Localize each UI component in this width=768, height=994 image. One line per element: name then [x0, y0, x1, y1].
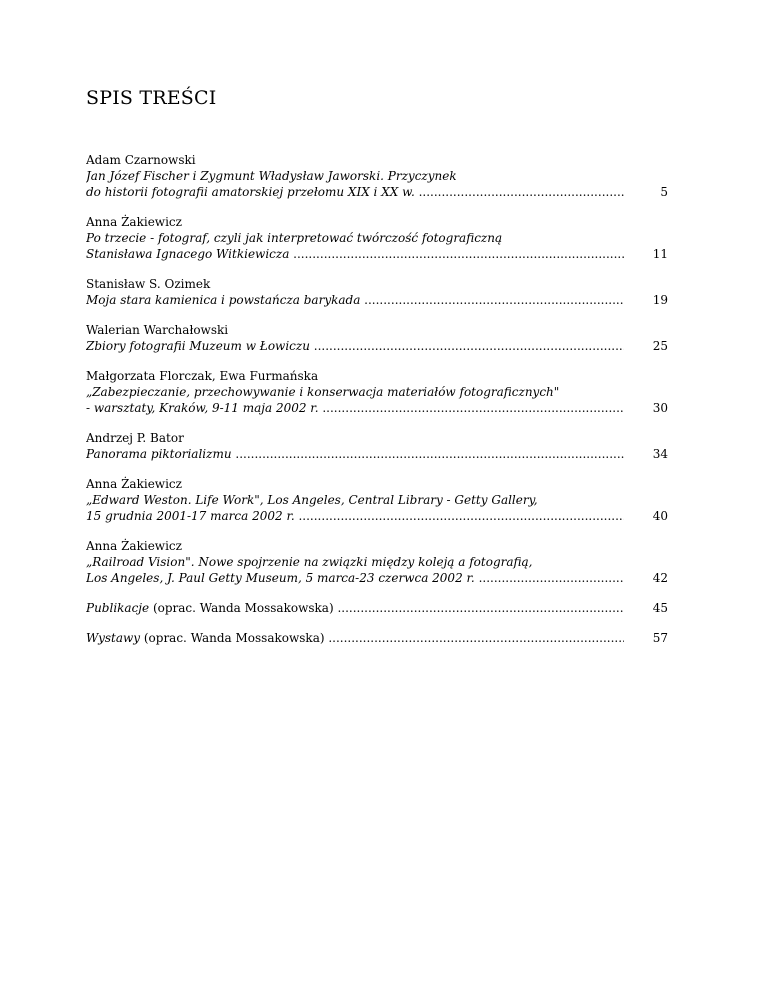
- section-page-number: 57: [652, 631, 668, 645]
- entry-title-line: Panorama piktorializmu .....: [86, 447, 624, 461]
- entry-author: Anna Żakiewicz: [86, 477, 182, 491]
- entry-author: Stanisław S. Ozimek: [86, 277, 211, 291]
- entry-page-number: 11: [652, 247, 668, 261]
- entry-page-number: 25: [652, 339, 668, 353]
- toc-entry[interactable]: [86, 538, 676, 586]
- entry-title-line: Los Angeles, J. Paul Getty Museum, 5 marca-23 czerwca 2002 r. .....: [86, 571, 624, 585]
- entry-author: Anna Żakiewicz: [86, 539, 182, 553]
- entry-title-line: „Edward Weston. Life Work", Los Angeles, Central Library - Getty Gallery,: [86, 493, 538, 507]
- entry-title-line: - warsztaty, Kraków, 9-11 maja 2002 r. .....: [86, 401, 624, 415]
- toc-section-publications[interactable]: [86, 600, 676, 616]
- entry-title-line: Zbiory fotografii Muzeum w Łowiczu .....: [86, 339, 624, 353]
- section-page-number: 45: [652, 601, 668, 615]
- toc-entry[interactable]: [86, 430, 676, 462]
- page-title: SPIS TREŚCI: [86, 87, 217, 109]
- entry-author: Anna Żakiewicz: [86, 215, 182, 229]
- toc-entry[interactable]: [86, 276, 676, 308]
- table-of-contents: [86, 152, 676, 660]
- entry-title-line: Stanisława Ignacego Witkiewicza .....: [86, 247, 624, 261]
- entry-title-line: Jan Józef Fischer i Zygmunt Władysław Jaworski. Przyczynek: [86, 169, 457, 183]
- entry-page-number: 30: [652, 401, 668, 415]
- section-title: Publikacje: [86, 601, 150, 615]
- entry-author: Adam Czarnowski: [86, 153, 196, 167]
- toc-entry[interactable]: [86, 322, 676, 354]
- section-title: Wystawy: [86, 631, 141, 645]
- entry-title-line: 15 grudnia 2001-17 marca 2002 r. .....: [86, 509, 624, 523]
- entry-title-line: „Railroad Vision". Nowe spojrzenie na związki między koleją a fotografią,: [86, 555, 533, 569]
- section-note: (oprac. Wanda Mossakowska): [149, 601, 334, 615]
- entry-author: Walerian Warchałowski: [86, 323, 229, 337]
- toc-entry[interactable]: [86, 152, 676, 200]
- entry-author: Małgorzata Florczak, Ewa Furmańska: [86, 369, 319, 383]
- entry-title-line: Moja stara kamienica i powstańcza barykada .....: [86, 293, 624, 307]
- section-note: (oprac. Wanda Mossakowska): [140, 631, 325, 645]
- entry-page-number: 42: [652, 571, 668, 585]
- toc-entry[interactable]: [86, 214, 676, 262]
- entry-page-number: 19: [652, 293, 668, 307]
- entry-page-number: 34: [652, 447, 668, 461]
- toc-entry[interactable]: [86, 368, 676, 416]
- entry-title-line: do historii fotografii amatorskiej przełomu XIX i XX w. .....: [86, 185, 624, 199]
- entry-page-number: 40: [652, 509, 668, 523]
- toc-section-exhibitions[interactable]: [86, 630, 676, 646]
- toc-entry[interactable]: [86, 476, 676, 524]
- entry-title-line: „Zabezpieczanie, przechowywanie i konserwacja materiałów fotograficznych": [86, 385, 560, 399]
- entry-page-number: 5: [660, 185, 668, 199]
- entry-title-line: Po trzecie - fotograf, czyli jak interpretować twórczość fotograficzną: [86, 231, 503, 245]
- entry-author: Andrzej P. Bator: [86, 431, 184, 445]
